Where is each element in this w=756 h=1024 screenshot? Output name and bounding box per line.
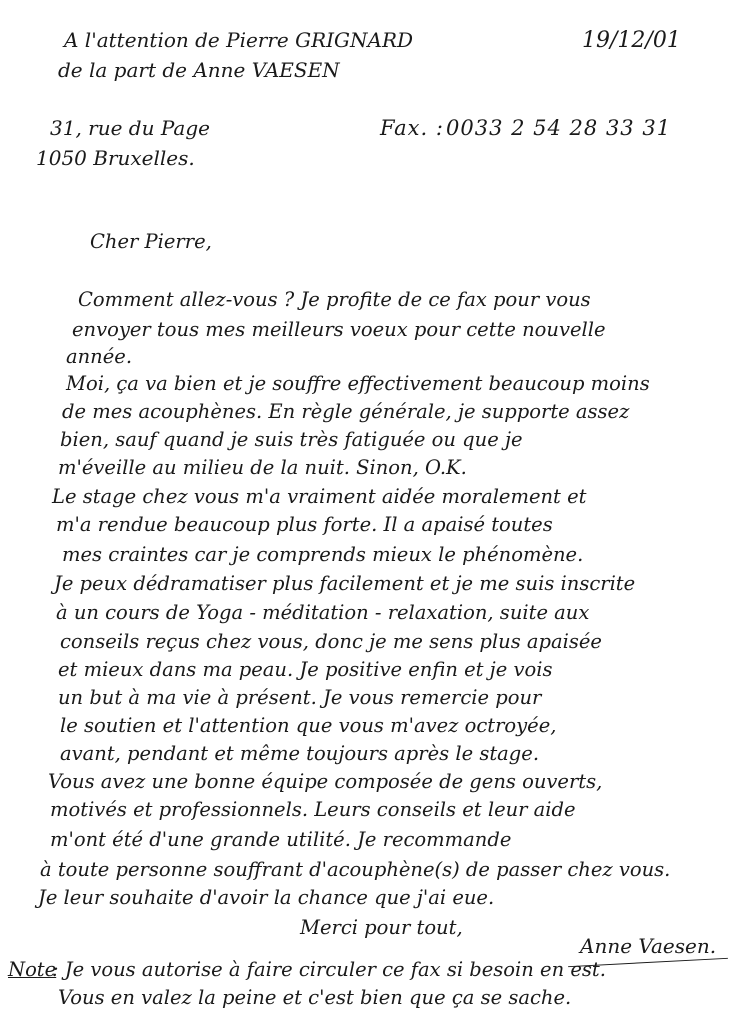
body-line: Moi, ça va bien et je souffre effectivement beaucoup moins bbox=[66, 372, 650, 395]
body-line: à un cours de Yoga - méditation - relaxation, suite aux bbox=[56, 601, 590, 624]
body-line: Comment allez-vous ? Je profite de ce fax pour vous bbox=[78, 288, 591, 311]
salutation: Cher Pierre, bbox=[90, 230, 212, 253]
note-line: : Je vous autorise à faire circuler ce fax si besoin en est. bbox=[52, 958, 606, 981]
body-line: Le stage chez vous m'a vraiment aidée moralement et bbox=[52, 485, 587, 508]
note-line: Vous en valez la peine et c'est bien que ça se sache. bbox=[58, 986, 572, 1009]
recipient-line: A l'attention de Pierre GRIGNARD bbox=[64, 28, 414, 52]
body-line: un but à ma vie à présent. Je vous remercie pour bbox=[58, 686, 542, 709]
body-line: conseils reçus chez vous, donc je me sens plus apaisée bbox=[60, 630, 602, 653]
body-line: m'ont été d'une grande utilité. Je recommande bbox=[50, 828, 512, 851]
fax-number: 0033 2 54 28 33 31 bbox=[446, 116, 672, 140]
body-line: le soutien et l'attention que vous m'avez octroyée, bbox=[60, 714, 557, 737]
body-line: de mes acouphènes. En règle générale, je supporte assez bbox=[62, 400, 630, 423]
note-label: Note bbox=[8, 958, 57, 981]
body-line: m'éveille au milieu de la nuit. Sinon, O.K. bbox=[58, 456, 467, 479]
body-line: Vous avez une bonne équipe composée de gens ouverts, bbox=[48, 770, 603, 793]
body-line: motivés et professionnels. Leurs conseils et leur aide bbox=[50, 798, 576, 821]
address-street: 31, rue du Page bbox=[50, 116, 210, 140]
body-line: bien, sauf quand je suis très fatiguée ou que je bbox=[60, 428, 523, 451]
letter-date: 19/12/01 bbox=[582, 28, 681, 53]
address-city: 1050 Bruxelles. bbox=[36, 146, 195, 170]
body-line: envoyer tous mes meilleurs voeux pour cette nouvelle bbox=[72, 318, 606, 341]
signature: Anne Vaesen. bbox=[580, 934, 717, 958]
body-line: mes craintes car je comprends mieux le phénomène. bbox=[62, 543, 584, 566]
body-line: Je peux dédramatiser plus facilement et je me suis inscrite bbox=[54, 572, 636, 595]
body-line: et mieux dans ma peau. Je positive enfin et je vois bbox=[58, 658, 553, 681]
fax-label: Fax. : bbox=[380, 116, 444, 140]
body-line: année. bbox=[66, 345, 133, 368]
body-line: avant, pendant et même toujours après le stage. bbox=[60, 742, 540, 765]
sender-line: de la part de Anne VAESEN bbox=[58, 58, 340, 82]
body-line: m'a rendue beaucoup plus forte. Il a apaisé toutes bbox=[56, 513, 553, 536]
body-line: à toute personne souffrant d'acouphène(s) de passer chez vous. bbox=[40, 858, 671, 881]
body-line: Je leur souhaite d'avoir la chance que j'ai eue. bbox=[38, 886, 495, 909]
closing: Merci pour tout, bbox=[300, 916, 463, 939]
